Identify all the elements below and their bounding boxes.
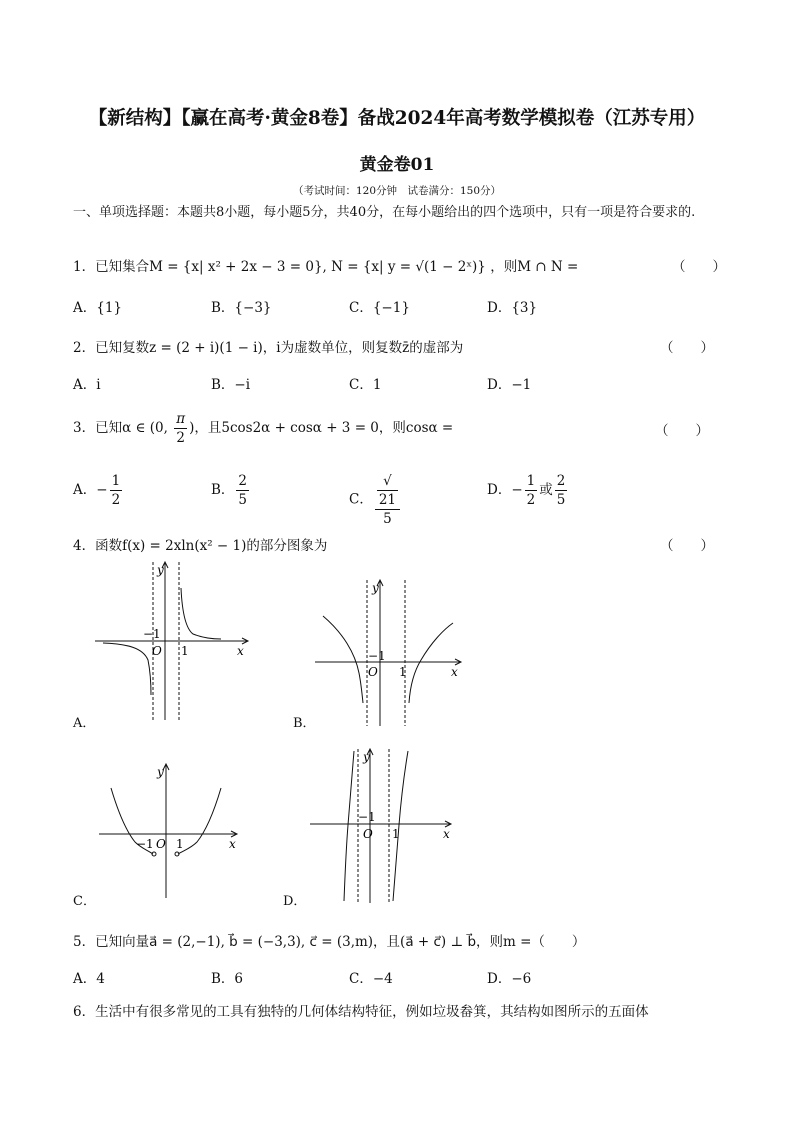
question-number: 1．	[73, 259, 96, 275]
graph-label-c: C．	[73, 894, 96, 909]
origin-label: O	[363, 827, 373, 841]
y-label: y	[363, 750, 370, 764]
origin-label: O	[152, 644, 162, 658]
y-label: y	[157, 765, 164, 779]
section-instructions: 一、单项选择题：本题共8小题，每小题5分，共40分，在每小题给出的四个选项中，只有一项是符合要求的.	[73, 205, 696, 220]
tick-neg-1: −1	[136, 837, 154, 851]
x-label: x	[451, 665, 458, 679]
question-6	[73, 1000, 649, 1020]
option-b: B． $\frac{2}{5}$	[211, 473, 248, 508]
answer-paren: （ ）	[660, 340, 714, 356]
graph-b	[313, 578, 468, 728]
question-text: 已知复数z = (2 + i)(1 − i)，i为虚数单位，则复数z̄的虚部为	[95, 340, 464, 356]
question-text-pre: 已知α ∈ (0,	[95, 420, 173, 436]
tick-1: 1	[399, 665, 407, 679]
answer-paren: （ ）	[660, 538, 714, 554]
option-d: D．−1	[487, 377, 532, 393]
x-label: x	[229, 837, 236, 851]
answer-paren: （ ）	[655, 423, 709, 439]
option-b: B．−i	[211, 377, 251, 393]
question-text: 函数f(x) = 2xln(x² − 1)的部分图象为	[95, 538, 328, 554]
tick-1: 1	[181, 644, 189, 658]
option-d: D．{3}	[487, 300, 538, 316]
tick-1: 1	[176, 837, 184, 851]
page-title: 【新结构】【赢在高考·黄金8卷】备战2024年高考数学模拟卷（江苏专用）	[88, 108, 706, 129]
option-b: B．6	[211, 971, 244, 987]
question-2	[73, 336, 463, 356]
tick-1: 1	[392, 827, 400, 841]
x-label: x	[237, 644, 244, 658]
option-a: A．− $\frac{1}{2}$	[73, 473, 121, 508]
question-3	[73, 410, 453, 447]
origin-label: O	[156, 837, 166, 851]
question-text: 已知向量a⃗ = (2,−1), b⃗ = (−3,3), c⃗ = (3,m)，且(a⃗ + c⃗) ⊥ b⃗，则m =（ ）	[95, 934, 586, 950]
option-b: B．{−3}	[211, 300, 272, 316]
question-1	[73, 255, 578, 275]
x-label: x	[443, 827, 450, 841]
question-number: 2．	[73, 340, 96, 356]
tick-neg-1: −1	[368, 649, 386, 663]
option-c: C．{−1}	[349, 300, 410, 316]
graph-label-b: B．	[293, 716, 316, 731]
option-d: D．−6	[487, 971, 532, 987]
curve-left	[323, 616, 363, 703]
option-d: D．− $\frac{1}{2}$ 或 $\frac{2}{5}$	[487, 473, 566, 508]
tick-neg-1: −1	[358, 810, 376, 824]
question-text-post: )，且5cos2α + cosα + 3 = 0，则cosα =	[189, 420, 454, 436]
question-number: 6．	[73, 1004, 96, 1020]
tick-neg-1: −1	[143, 627, 161, 641]
curve-right	[178, 788, 221, 854]
graph-c	[97, 760, 247, 900]
option-a: A．{1}	[73, 300, 123, 316]
page-subtitle: 黄金卷01	[359, 155, 435, 175]
origin-label: O	[368, 665, 378, 679]
curve-right	[409, 623, 453, 703]
question-text: 生活中有很多常见的工具有独特的几何体结构特征，例如垃圾畚箕，其结构如图所示的五面体	[95, 1004, 649, 1020]
question-text: 已知集合M = {x| x² + 2x − 3 = 0}, N = {x| y = √(1 − 2ˣ)} ，则M ∩ N =	[95, 259, 579, 275]
option-c: C．−4	[349, 971, 393, 987]
graph-d	[308, 745, 458, 905]
graph-label-a: A．	[73, 716, 96, 731]
option-c: C． √ 21 5	[349, 472, 402, 528]
y-label: y	[157, 563, 164, 577]
question-number: 3．	[73, 420, 96, 436]
graph-label-d: D．	[283, 894, 307, 909]
question-5	[73, 930, 585, 950]
option-a: A．4	[73, 971, 105, 987]
question-number: 5．	[73, 934, 96, 950]
question-number: 4．	[73, 538, 96, 554]
exam-info: （考试时间：120分钟 试卷满分：150分）	[292, 185, 502, 197]
option-a: A．i	[73, 377, 101, 393]
graph-a	[93, 560, 258, 720]
curve-left	[103, 643, 151, 695]
question-4	[73, 534, 327, 554]
option-c: C．1	[349, 377, 382, 393]
curve-right	[181, 588, 221, 639]
curve-right	[393, 751, 408, 901]
curve-left	[344, 751, 354, 901]
fraction: $\frac{\pi}{2}$	[176, 411, 186, 446]
y-label: y	[372, 581, 379, 595]
answer-paren: （ ）	[672, 259, 726, 275]
